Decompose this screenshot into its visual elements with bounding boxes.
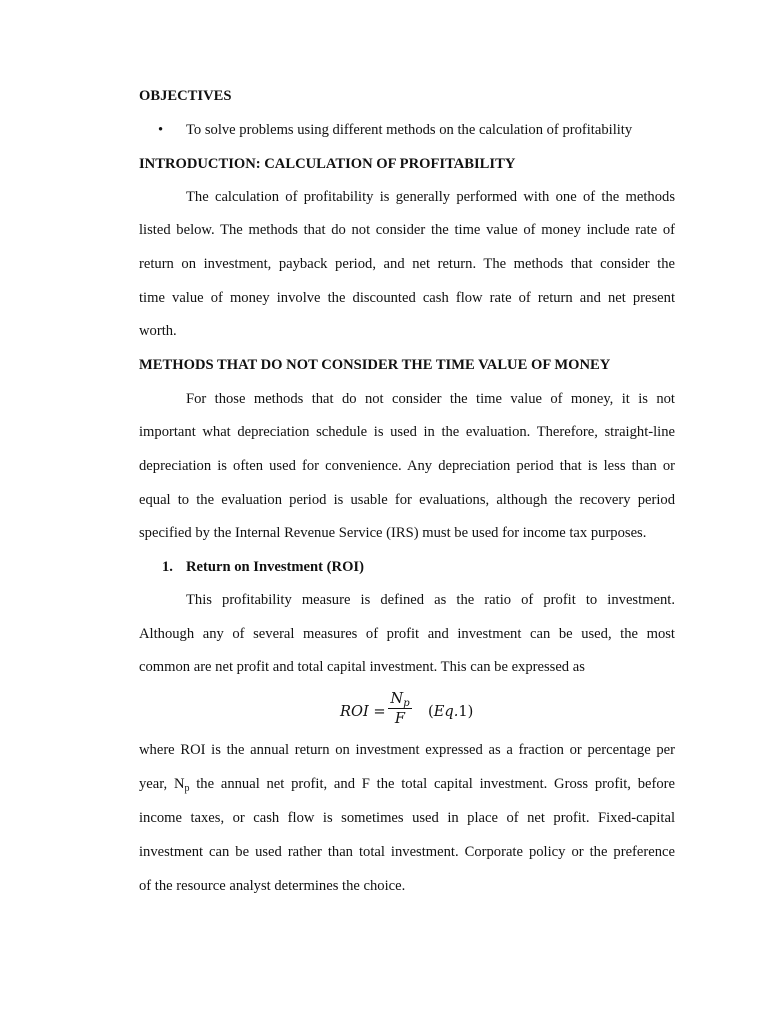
equation-lhs: ROI = [340, 703, 386, 720]
where-line-2-subscript: p [184, 783, 190, 794]
where-line-2-start: year, N [139, 776, 185, 792]
intro-line-4: time value of money involve the discounted cash flow rate of return and net present [139, 290, 675, 306]
intro-line-3: return on investment, payback period, and net return. The methods that consider the [139, 256, 675, 272]
intro-line-2: listed below. The methods that do not consider the time value of money include rate of [139, 222, 675, 238]
objective-bullet-item [158, 120, 632, 140]
equation-tag-close: ) [467, 703, 474, 720]
intro-line-1: The calculation of profitability is generally performed with one of the methods [186, 189, 675, 205]
equation-numerator-symbol: N [390, 690, 404, 707]
roi-line-1: This profitability measure is defined as the ratio of profit to investment. [186, 592, 675, 608]
roi-line-3: common are net profit and total capital investment. This can be expressed as [139, 659, 585, 675]
where-line-4: investment can be used rather than total investment. Corporate policy or the preference [139, 844, 675, 860]
methods-line-4: equal to the evaluation period is usable for evaluations, although the recovery period [139, 492, 675, 508]
roi-line-2: Although any of several measures of profit and investment can be used, the most [139, 626, 675, 642]
methods-line-1: For those methods that do not consider the time value of money, it is not [186, 391, 675, 407]
heading-introduction: INTRODUCTION: CALCULATION OF PROFITABILITY [139, 156, 516, 172]
roi-subheading [162, 557, 364, 577]
roi-number: 1. [162, 559, 173, 575]
equation-tag-open: ( [428, 703, 434, 720]
objective-bullet-text: To solve problems using different methods on the calculation of profitability [186, 122, 633, 138]
bullet-icon: • [158, 122, 164, 138]
equation-numerator [388, 690, 412, 707]
equation-tag-number: 1 [458, 703, 468, 720]
equation-fraction [388, 690, 412, 727]
equation-tag-label: Eq. [433, 703, 459, 720]
where-line-2 [139, 774, 675, 794]
heading-objectives: OBJECTIVES [139, 88, 232, 104]
where-line-3: income taxes, or cash flow is sometimes used in place of net profit. Fixed-capital [139, 810, 675, 826]
methods-line-3: depreciation is often used for convenience. Any depreciation period that is less than or [139, 458, 675, 474]
methods-line-2: important what depreciation schedule is used in the evaluation. Therefore, straight-line [139, 424, 675, 440]
where-line-2-end: the annual net profit, and F the total capital investment. Gross profit, before [189, 776, 675, 792]
where-line-1: where ROI is the annual return on investment expressed as a fraction or percentage per [139, 742, 675, 758]
equation-tag [428, 703, 473, 720]
where-line-5: of the resource analyst determines the choice. [139, 878, 406, 894]
equation-denominator: F [394, 710, 406, 727]
equation-numerator-subscript: p [403, 698, 410, 709]
heading-methods: METHODS THAT DO NOT CONSIDER THE TIME VALUE OF MONEY [139, 357, 611, 373]
methods-line-5: specified by the Internal Revenue Service (IRS) must be used for income tax purposes. [139, 525, 647, 541]
intro-line-5: worth. [139, 323, 177, 339]
roi-heading-text: Return on Investment (ROI) [186, 559, 364, 575]
